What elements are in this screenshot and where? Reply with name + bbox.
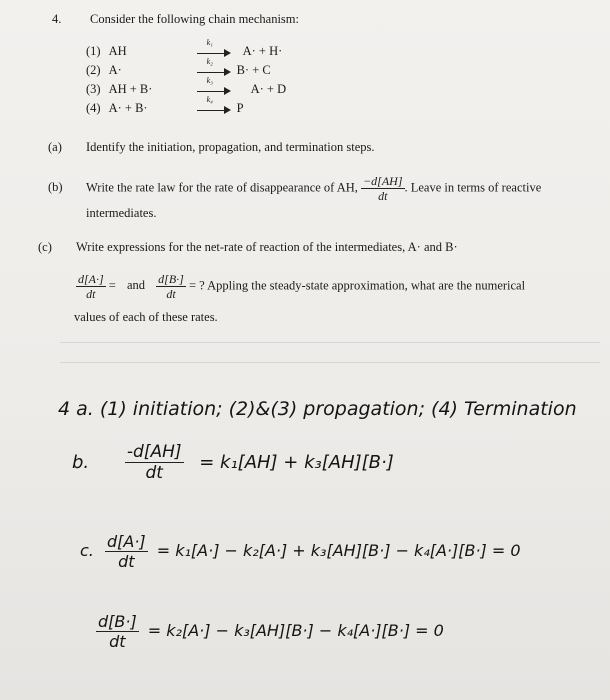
reactants: A· + B· [108, 101, 148, 115]
reaction-arrow: k₂ [193, 61, 235, 80]
part-c-fraction-b [156, 272, 186, 301]
fraction-denominator: dt [166, 287, 176, 301]
reaction-arrow: k₁ [193, 42, 235, 61]
reaction-row [82, 80, 290, 99]
part-c-label: (c) [38, 240, 52, 254]
fraction-denominator: dt [109, 632, 126, 651]
handwritten-answer-a: 4 a. (1) initiation; (2)&(3) propagation; (4) Termination [58, 398, 577, 420]
reaction-arrow: k₃ [193, 80, 235, 99]
reactants: AH + B· [108, 82, 153, 96]
fraction-numerator: −d[AH] [363, 174, 403, 188]
reaction-row [82, 99, 290, 118]
fraction-denominator: dt [118, 552, 135, 571]
fraction-numerator: d[A·] [78, 272, 104, 286]
question-prompt: Consider the following chain mechanism: [90, 12, 299, 26]
answer-c1-fraction [105, 532, 148, 571]
handwritten-answer-c2 [96, 612, 444, 651]
reactants: AH [108, 44, 127, 58]
part-a-text: Identify the initiation, propagation, and termination steps. [86, 140, 375, 154]
reaction-id: (4) [86, 101, 101, 115]
reaction-arrow: k₄ [193, 99, 235, 118]
fraction-numerator: -d[AH] [126, 442, 182, 462]
part-c-fraction-a [76, 272, 106, 301]
reaction-mechanism [82, 38, 290, 118]
answer-c2-fraction [96, 612, 139, 651]
reactants: A· [108, 63, 122, 77]
fraction-denominator: dt [86, 287, 96, 301]
products: B· + C [236, 63, 271, 77]
part-b-text-post: . Leave in terms of reactive [404, 180, 542, 195]
part-b-text-pre: Write the rate law for the rate of disappearance of AH, [86, 180, 358, 195]
reaction-row [82, 61, 290, 80]
part-a-label: (a) [48, 140, 62, 154]
answer-b-label: b. [72, 451, 90, 473]
divider-line [60, 342, 600, 343]
part-b-text-line2: intermediates. [86, 206, 157, 220]
part-c-and: and [126, 278, 146, 293]
answer-c-label: c. [80, 541, 94, 560]
products: A· + H· [242, 44, 283, 58]
reaction-id: (3) [86, 82, 101, 96]
part-c-equals: = [108, 278, 116, 293]
part-b-label: (b) [48, 180, 63, 194]
part-c-text-line2: values of each of these rates. [74, 310, 218, 324]
products: P [236, 101, 244, 115]
part-b-fraction [361, 174, 404, 203]
handwritten-answer-b [72, 442, 394, 483]
answer-c1-rhs: = k₁[A·] − k₂[A·] + k₃[AH][B·] − k₄[A·][B·] = 0 [156, 541, 521, 560]
fraction-denominator: dt [145, 463, 163, 483]
fraction-numerator: d[B·] [98, 612, 137, 631]
reaction-id: (2) [86, 63, 101, 77]
part-c-question: = ? Appling the steady-state approximation, what are the numerical [188, 278, 526, 293]
part-c-text: Write expressions for the net-rate of reaction of the intermediates, A· and B· [76, 240, 458, 254]
answer-b-rhs: = k₁[AH] + k₃[AH][B·] [199, 451, 394, 473]
fraction-denominator: dt [378, 189, 388, 203]
divider-line [60, 362, 600, 363]
answer-c2-rhs: = k₂[A·] − k₃[AH][B·] − k₄[A·][B·] = 0 [147, 621, 444, 640]
part-c-equation-line [76, 272, 525, 301]
reaction-id: (1) [86, 44, 101, 58]
fraction-numerator: d[A·] [106, 532, 146, 551]
fraction-numerator: d[B·] [158, 272, 184, 286]
reaction-row [82, 42, 290, 61]
products: A· + D [250, 82, 287, 96]
question-number: 4. [52, 12, 62, 26]
part-b-text [86, 174, 541, 203]
answer-b-fraction [125, 442, 184, 483]
handwritten-answer-c1 [80, 532, 521, 571]
